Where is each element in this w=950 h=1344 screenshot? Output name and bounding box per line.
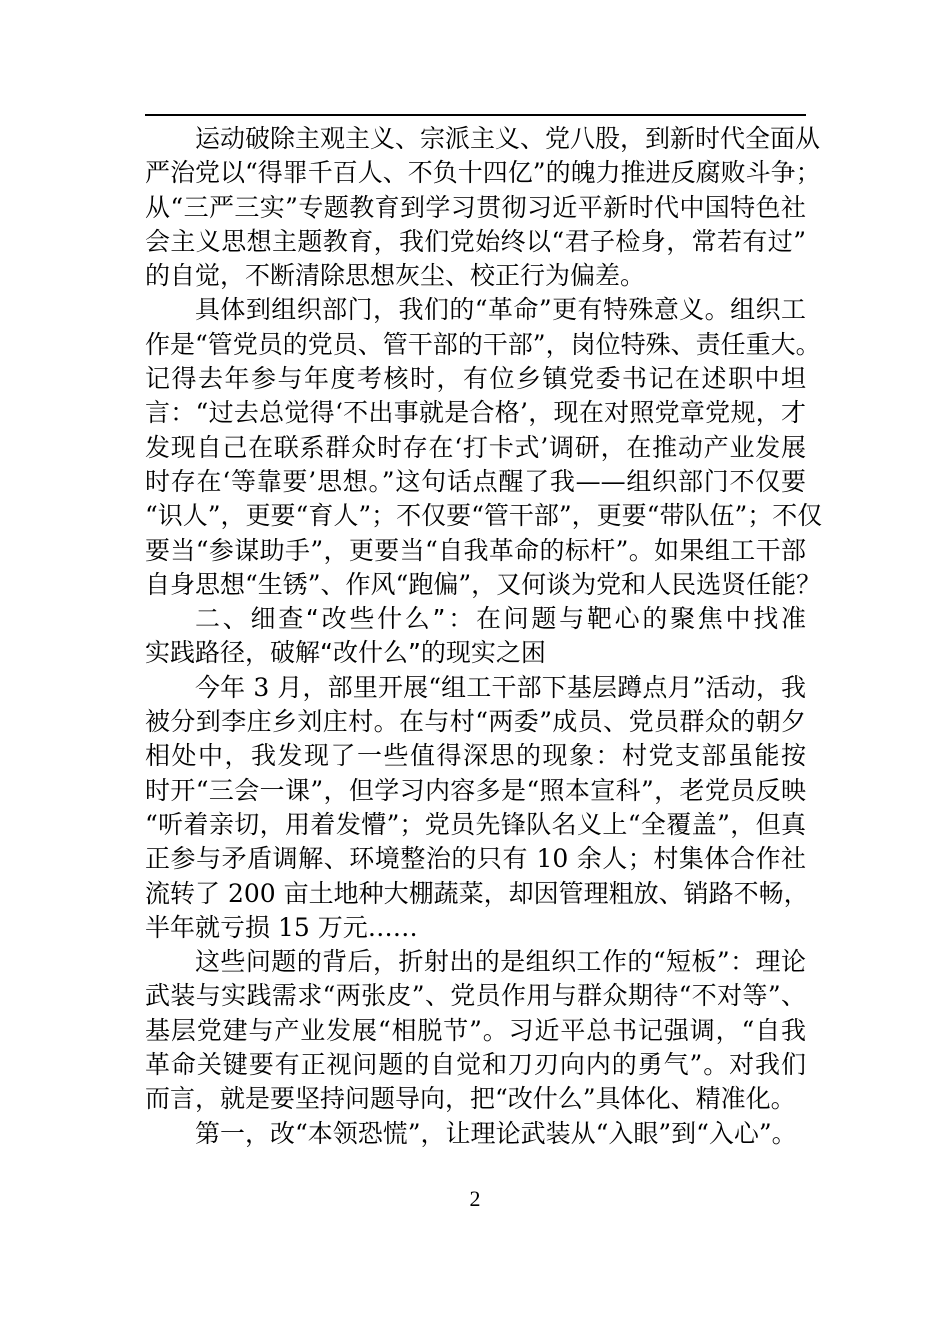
text-line: 基层党建与产业发展“相脱节”。习近平总书记强调，“自我 <box>145 1015 806 1045</box>
text-line: 武装与实践需求“两张皮”、党员作用与群众期待“不对等”、 <box>145 981 806 1011</box>
text-line: 时开“三会一课”，但学习内容多是“照本宣科”，老党员反映 <box>145 775 806 805</box>
paragraph <box>145 945 806 1116</box>
text-line: 正参与矛盾调解、环境整治的只有 10 余人；村集体合作社 <box>145 844 806 874</box>
text-line: 运动破除主观主义、宗派主义、党八股，到新时代全面从 <box>195 124 821 153</box>
text-line: 今年 3 月，部里开展“组工干部下基层蹲点月”活动，我 <box>195 672 806 702</box>
text-line: 被分到李庄乡刘庄村。在与村“两委”成员、党员群众的朝夕 <box>145 707 806 737</box>
text-line: 流转了 200 亩土地种大棚蔬菜，却因管理粗放、销路不畅， <box>145 878 809 908</box>
page-number: 2 <box>469 1186 481 1211</box>
text-line: 自身思想“生锈”、作风“跑偏”，又何谈为党和人民选贤任能？ <box>145 569 822 599</box>
heading-line: 实践路径，破解“改什么”的现实之困 <box>145 638 546 668</box>
text-line: 言：“过去总觉得‘不出事就是合格’，现在对照党章党规，才 <box>145 398 806 428</box>
text-line: 相处中，我发现了一些值得深思的现象：村党支部虽能按 <box>145 741 806 771</box>
heading-line: 二、细查“改些什么”：在问题与靶心的聚焦中找准 <box>195 604 806 634</box>
text-line: 要当“参谋助手”，更要当“自我革命的标杆”。如果组工干部 <box>145 535 806 565</box>
text-line: 记得去年参与年度考核时，有位乡镇党委书记在述职中坦 <box>145 364 806 394</box>
paragraph <box>145 293 823 602</box>
text-line: 时存在‘等靠要’思想。”这句话点醒了我——组织部门不仅要 <box>145 466 806 496</box>
paragraph <box>145 671 809 945</box>
text-line: 作是“管党员的党员、管干部的干部”，岗位特殊、责任重大。 <box>145 329 821 359</box>
section-heading <box>145 602 806 671</box>
text-line: 而言，就是要坚持问题导向，把“改什么”具体化、精准化。 <box>145 1084 796 1114</box>
text-line: 的自觉，不断清除思想灰尘、校正行为偏差。 <box>145 261 646 291</box>
text-line: “听着亲切，用着发懵”；党员先锋队名义上“全覆盖”，但真 <box>145 809 806 839</box>
text-line: 这些问题的背后，折射出的是组织工作的“短板”：理论 <box>195 947 806 977</box>
text-line: 革命关键要有正视问题的自觉和刀刃向内的勇气”。对我们 <box>145 1050 806 1080</box>
paragraph <box>145 122 821 293</box>
text-line: 发现自己在联系群众时存在‘打卡式’调研，在推动产业发展 <box>145 432 806 462</box>
header-rule <box>145 114 806 116</box>
text-line: 第一，改“本领恐慌”，让理论武装从“入眼”到“入心”。 <box>195 1118 797 1148</box>
document-body <box>145 122 823 1151</box>
text-line: 半年就亏损 15 万元…… <box>145 912 418 942</box>
text-line: 具体到组织部门，我们的“革命”更有特殊意义。组织工 <box>195 295 806 325</box>
paragraph <box>145 1117 806 1151</box>
text-line: 从“三严三实”专题教育到学习贯彻习近平新时代中国特色社 <box>145 192 806 222</box>
text-line: 会主义思想主题教育，我们党始终以“君子检身，常若有过” <box>145 226 806 256</box>
text-line: “识人”，更要“育人”；不仅要“管干部”，更要“带队伍”；不仅 <box>145 501 823 531</box>
text-line: 严治党以“得罪千百人、不负十四亿”的魄力推进反腐败斗争； <box>145 158 821 188</box>
